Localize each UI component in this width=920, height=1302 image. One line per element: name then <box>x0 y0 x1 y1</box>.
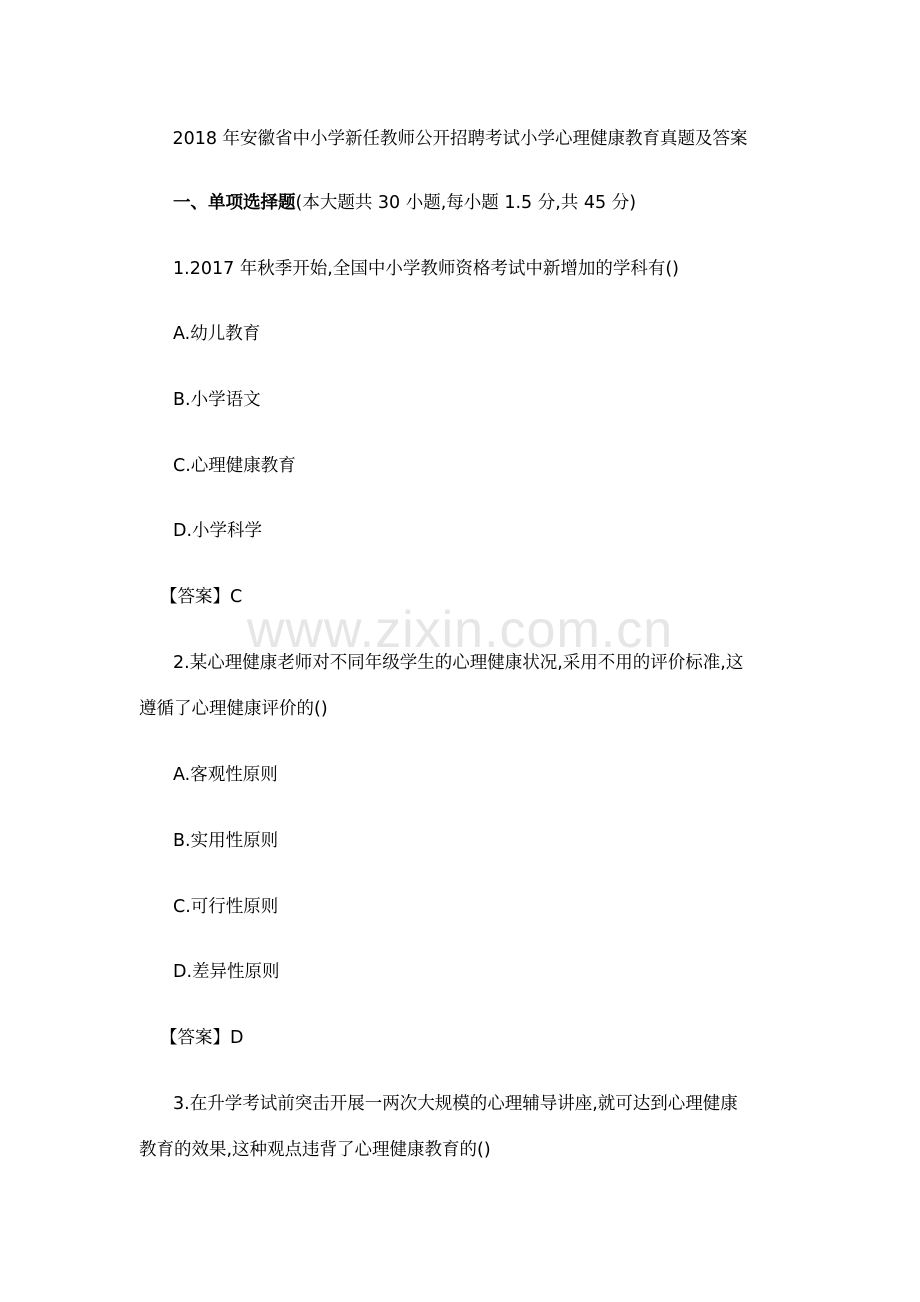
question-2-answer: 【答案】D <box>160 1028 244 1048</box>
question-2-option-b: B.实用性原则 <box>173 831 279 851</box>
watermark-text: www.zixin.com.cn <box>246 601 674 659</box>
question-3-stem-continued: 教育的效果,这种观点违背了心理健康教育的() <box>139 1140 491 1160</box>
question-1-option-d: D.小学科学 <box>173 521 263 541</box>
question-1-option-a: A.幼儿教育 <box>173 324 261 344</box>
question-2-option-c: C.可行性原则 <box>173 897 279 917</box>
section-heading-label: 一、单项选择题 <box>173 193 296 213</box>
question-1-option-c: C.心理健康教育 <box>173 456 296 476</box>
question-2-stem-continued: 遵循了心理健康评价的() <box>139 699 328 719</box>
question-1-answer: 【答案】C <box>160 587 243 607</box>
document-title: 2018 年安徽省中小学新任教师公开招聘考试小学心理健康教育真题及答案 <box>172 129 748 149</box>
section-heading-detail: (本大题共 30 小题,每小题 1.5 分,共 45 分) <box>295 193 637 213</box>
question-2-option-a: A.客观性原则 <box>173 765 278 785</box>
question-1-option-b: B.小学语文 <box>173 390 261 410</box>
question-3-stem: 3.在升学考试前突击开展一两次大规模的心理辅导讲座,就可达到心理健康 <box>173 1094 738 1114</box>
question-2-option-d: D.差异性原则 <box>173 962 280 982</box>
question-2-stem: 2.某心理健康老师对不同年级学生的心理健康状况,采用不用的评价标准,这 <box>173 653 744 673</box>
question-1-stem: 1.2017 年秋季开始,全国中小学教师资格考试中新增加的学科有() <box>173 259 680 279</box>
section-heading <box>0 191 920 215</box>
